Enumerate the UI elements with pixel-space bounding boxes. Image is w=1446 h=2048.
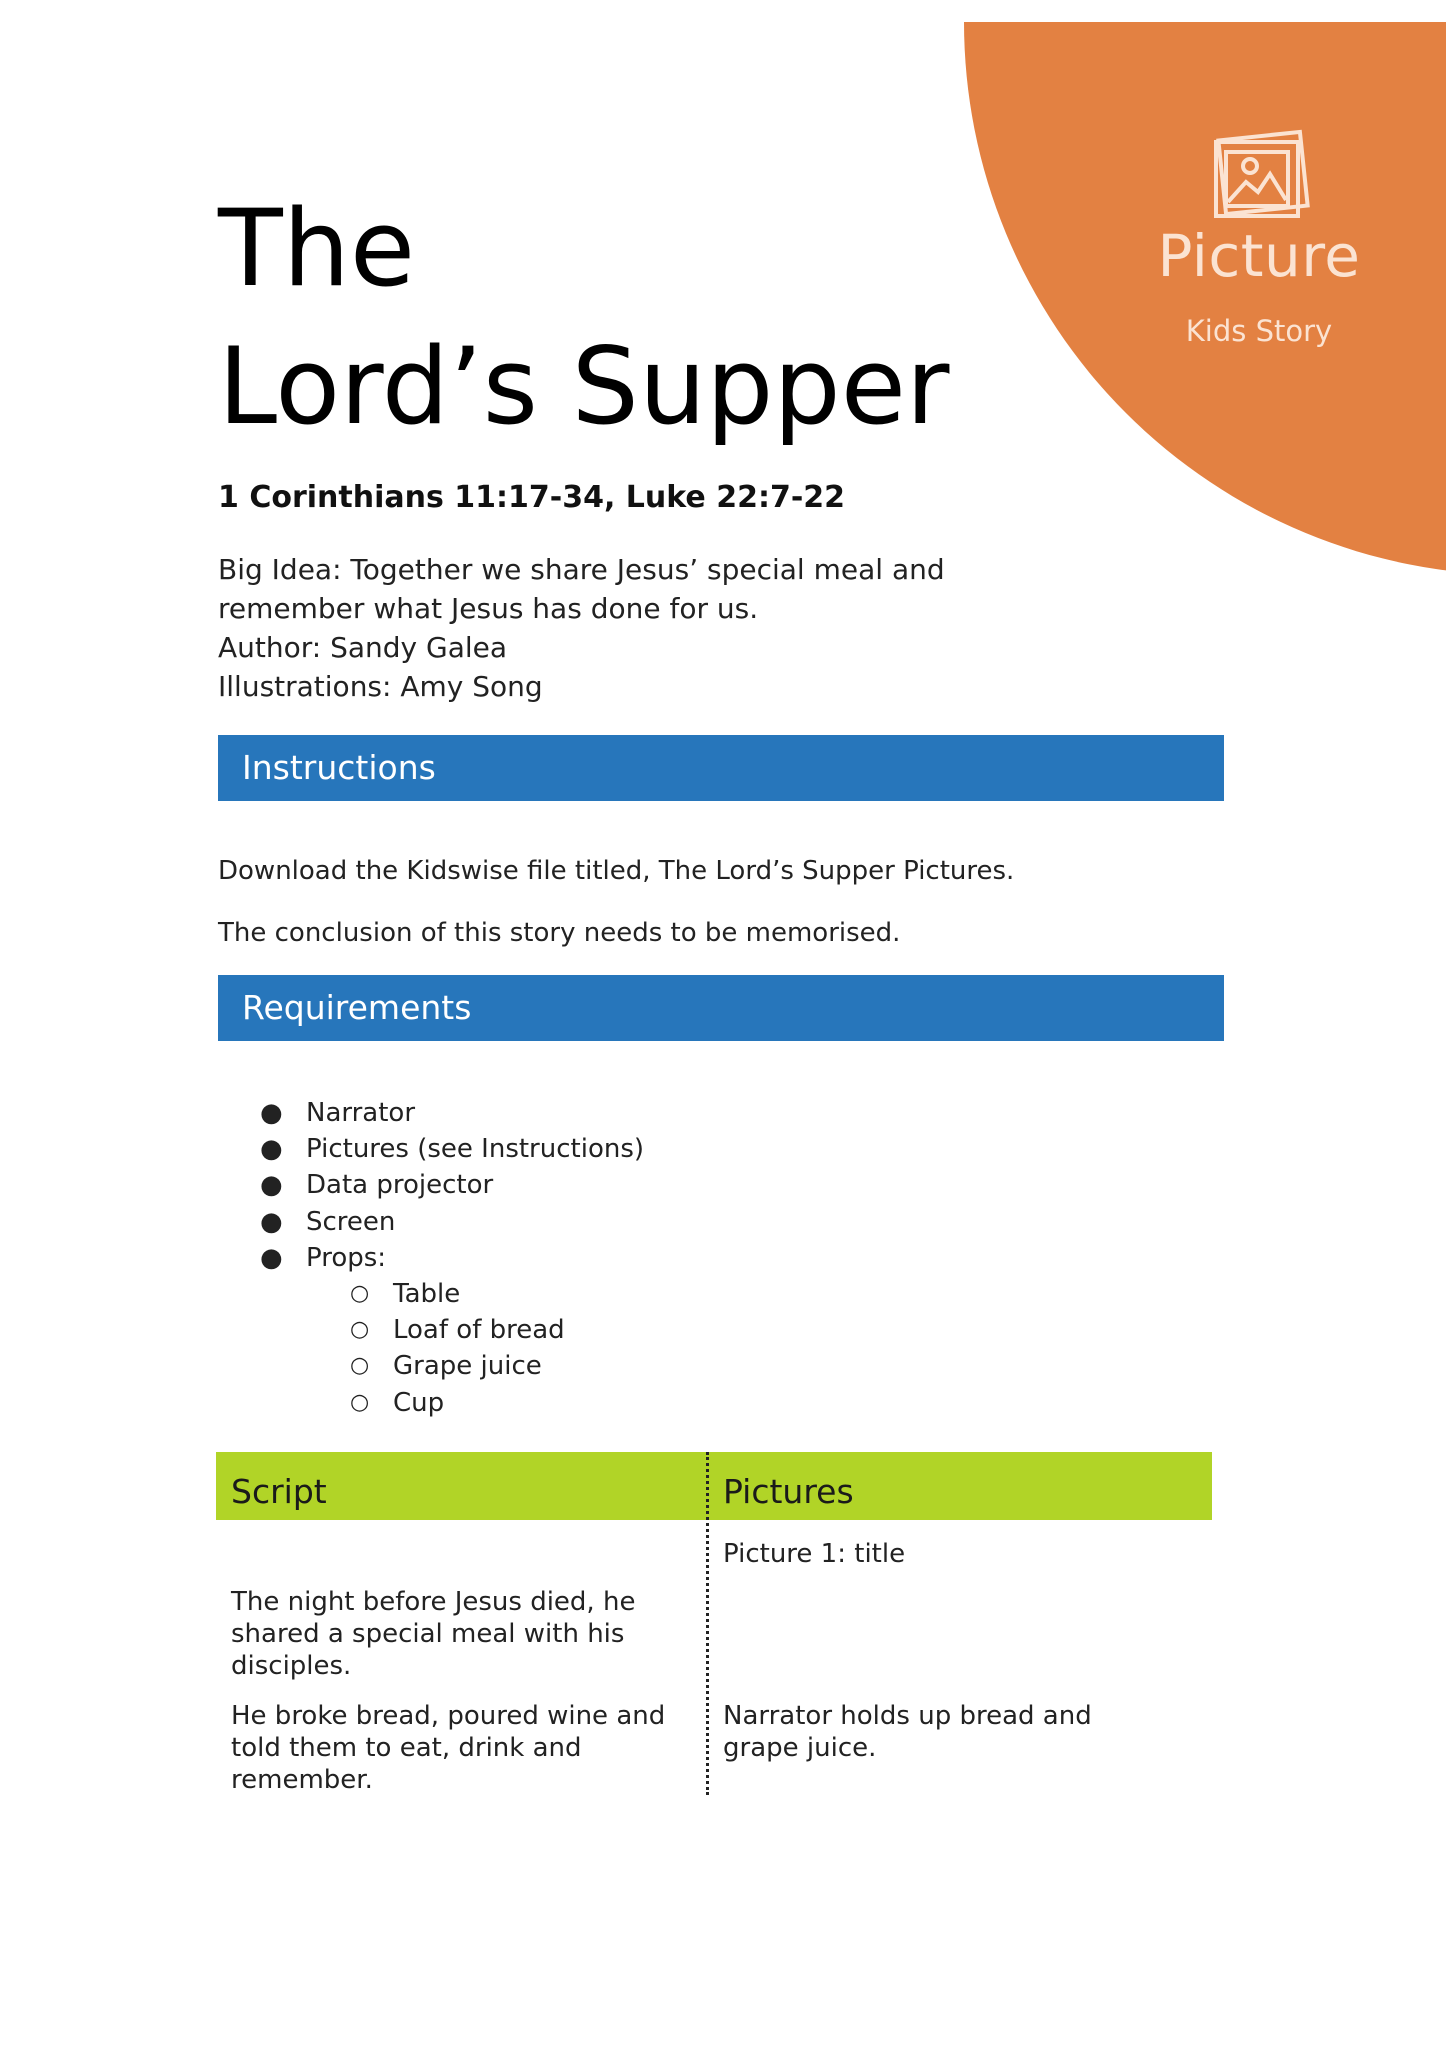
bullet-icon: ●	[260, 1098, 283, 1128]
badge-subtitle: Kids Story	[1185, 314, 1333, 348]
brand-badge	[964, 22, 1446, 574]
pictures-cell-3: Narrator holds up bread and grape juice.	[723, 1701, 1092, 1763]
sub-list-item-label: Grape juice	[393, 1351, 542, 1382]
list-item	[218, 1095, 644, 1131]
scripture-reference: 1 Corinthians 11:17-34, Luke 22:7-22	[218, 480, 846, 515]
bullet-icon: ●	[260, 1170, 283, 1201]
list-item-label: Narrator	[306, 1098, 416, 1128]
table-header	[216, 1452, 1212, 1520]
picture-frame-icon	[1206, 126, 1316, 226]
list-item	[218, 1167, 644, 1203]
script-cell-2: The night before Jesus died, he shared a special meal with his disciples.	[231, 1587, 636, 1681]
bullet-icon: ●	[260, 1206, 283, 1237]
story-meta	[218, 550, 978, 706]
bullet-icon: ●	[260, 1134, 283, 1165]
column-header-pictures: Pictures	[723, 1472, 854, 1511]
instructions-heading: Instructions	[218, 735, 1224, 801]
list-item	[218, 1131, 644, 1167]
requirements-list	[218, 1095, 644, 1421]
title-line-1: The	[218, 187, 416, 310]
list-item	[218, 1240, 644, 1276]
title-line-2: Lord’s Supper	[218, 325, 950, 448]
sub-list-item-label: Cup	[393, 1387, 445, 1418]
column-divider	[706, 1452, 709, 1795]
list-item-label: Props:	[306, 1242, 387, 1273]
circle-bullet-icon: ○	[350, 1317, 370, 1343]
list-item-label: Pictures (see Instructions)	[306, 1134, 645, 1165]
list-item-label: Screen	[306, 1206, 396, 1237]
list-item-label: Data projector	[306, 1170, 494, 1201]
list-item	[218, 1204, 644, 1240]
sub-list-item	[218, 1276, 644, 1312]
badge-circle	[964, 22, 1446, 574]
author: Author: Sandy Galea	[218, 631, 508, 664]
requirements-heading: Requirements	[218, 975, 1224, 1041]
sub-list-item	[218, 1312, 644, 1348]
bullet-icon: ●	[260, 1242, 283, 1273]
sub-list-item-label: Loaf of bread	[393, 1315, 565, 1346]
badge-title: Picture	[1157, 222, 1361, 290]
circle-bullet-icon: ○	[350, 1389, 370, 1415]
instructions-paragraph-2: The conclusion of this story needs to be memorised.	[218, 918, 901, 948]
column-header-script: Script	[231, 1472, 327, 1511]
script-table	[216, 1452, 1212, 1795]
instructions-paragraph-1: Download the Kidswise file titled, The Lord’s Supper Pictures.	[218, 856, 1015, 886]
illustrations-credit: Illustrations: Amy Song	[218, 670, 543, 703]
sub-list-item	[218, 1348, 644, 1384]
big-idea-line-2: remember what Jesus has done for us.	[218, 592, 759, 625]
circle-bullet-icon: ○	[350, 1353, 370, 1379]
pictures-cell-1: Picture 1: title	[723, 1539, 906, 1569]
page-title	[218, 180, 950, 456]
sub-list-item	[218, 1385, 644, 1421]
script-cell-3: He broke bread, poured wine and told them to eat, drink and remember.	[231, 1701, 666, 1795]
circle-bullet-icon: ○	[350, 1281, 370, 1307]
sub-list-item-label: Table	[393, 1279, 461, 1310]
big-idea-line-1: Big Idea: Together we share Jesus’ special meal and	[218, 553, 945, 586]
